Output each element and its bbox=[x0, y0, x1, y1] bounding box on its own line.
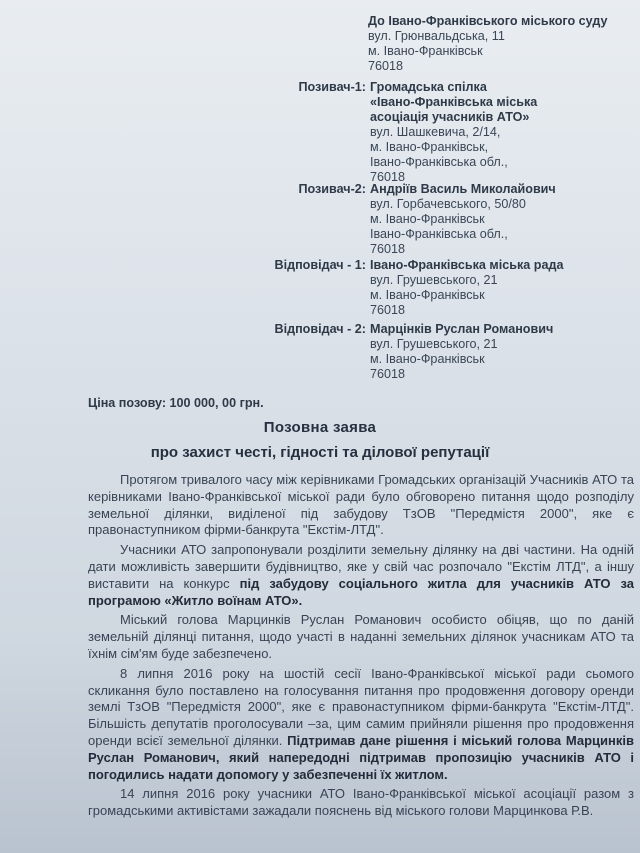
plaintiff2-line: м. Івано-Франківськ bbox=[370, 212, 485, 226]
defendant1-line: м. Івано-Франківськ bbox=[370, 288, 485, 302]
defendant1-line: вул. Грушевського, 21 bbox=[370, 273, 498, 287]
paragraph-5: 14 липня 2016 року учасники АТО Івано-Франківської міської асоціації разом з громадськими активістами зажадали пояснень від міського голови Марцинкова Р.В. bbox=[88, 786, 634, 819]
plaintiff2-line: Андріїв Василь Миколайович bbox=[370, 182, 556, 196]
paragraph-4 bbox=[88, 666, 634, 784]
plaintiff1-line: м. Івано-Франківськ, bbox=[370, 140, 489, 154]
paragraph-2-bold: під забудову соціального житла для учасників АТО за програмою «Житло воїнам АТО». bbox=[88, 575, 635, 608]
plaintiff2-line: Івано-Франківська обл., bbox=[370, 227, 508, 241]
paragraph-2 bbox=[88, 542, 634, 609]
document-subtitle: про захист честі, гідності та ділової репутації bbox=[150, 444, 490, 461]
plaintiff1-role: Позивач-1: bbox=[298, 80, 366, 94]
defendant2-line: вул. Грушевського, 21 bbox=[370, 337, 498, 351]
plaintiff1-line: 76018 bbox=[370, 170, 406, 184]
court-city: м. Івано-Франківськ bbox=[368, 44, 483, 58]
plaintiff2-role: Позивач-2: bbox=[298, 182, 366, 196]
court-street: вул. Грюнвальдська, 11 bbox=[368, 29, 505, 43]
document-title: Позовна заява bbox=[263, 419, 377, 436]
paragraph-1: Протягом тривалого часу між керівниками Громадських організацій Учасників АТО та керівниками Івано-Франківської міської ради було обговорено питання щодо розподілу земельної ділянки, виділеної під забудову ТзОВ "Передмістя 2000", яке є правонаступником фірми-банкрута "Екстім-ЛТД". bbox=[88, 472, 634, 538]
defendant1-line: Івано-Франківська міська рада bbox=[370, 258, 564, 272]
plaintiff1-line: Громадська спілка bbox=[370, 80, 487, 94]
paragraph-3: Міський голова Марцинків Руслан Романович особисто обіцяв, що по даній земельній ділянці питання, щодо участі в наданні земельних ділянок учасникам АТО та їхнім сім'ям буде забезпечено. bbox=[88, 612, 634, 661]
defendant2-line: м. Івано-Франківськ bbox=[370, 352, 485, 366]
plaintiff1-line: «Івано-Франківська міська bbox=[370, 95, 538, 109]
defendant1-role: Відповідач - 1: bbox=[274, 258, 366, 272]
defendant1-line: 76018 bbox=[370, 303, 406, 317]
plaintiff2-line: 76018 bbox=[370, 242, 406, 256]
court-postcode: 76018 bbox=[368, 59, 404, 73]
paragraph-2-text: Учасники АТО запропонували розділити земельну ділянку на дві частини. На одній дати можливість завершити будівництво, яке у свій час розпочало "Екстім ЛТД", а іншу виставити на конкурс bbox=[88, 542, 634, 591]
plaintiff1-line: вул. Шашкевича, 2/14, bbox=[370, 125, 501, 139]
court-name: До Івано-Франківського міського суду bbox=[368, 14, 608, 28]
plaintiff1-line: асоціація учасників АТО» bbox=[370, 110, 530, 124]
defendant2-role: Відповідач - 2: bbox=[274, 322, 366, 336]
plaintiff2-line: вул. Горбачевського, 50/80 bbox=[370, 197, 526, 211]
paragraph-4-text: 8 липня 2016 року на шостій сесії Івано-Франківської міської ради сьомого скликання було поставлено на голосування питання про продовження договору оренди землі ТзОВ "Передмістя 2000", яке є правонаступником фірми-банкрута "Екстім-ЛТД". Більшість депутатів проголосували –за, цим самим прийняли рішення про продовження оренди всієї земельної ділянки. bbox=[88, 665, 634, 748]
document-body bbox=[88, 472, 634, 823]
defendant2-line: Марцінків Руслан Романович bbox=[370, 322, 554, 336]
claim-price: Ціна позову: 100 000, 00 грн. bbox=[88, 396, 264, 410]
plaintiff1-line: Івано-Франківська обл., bbox=[370, 155, 508, 169]
defendant2-line: 76018 bbox=[370, 367, 406, 381]
paragraph-4-bold: Підтримав дане рішення і міський голова Марцинків Руслан Романович, який напередодні підтримав пропозицію учасників АТО і погодились надати допомогу у забезпеченні їх житлом. bbox=[88, 732, 634, 782]
